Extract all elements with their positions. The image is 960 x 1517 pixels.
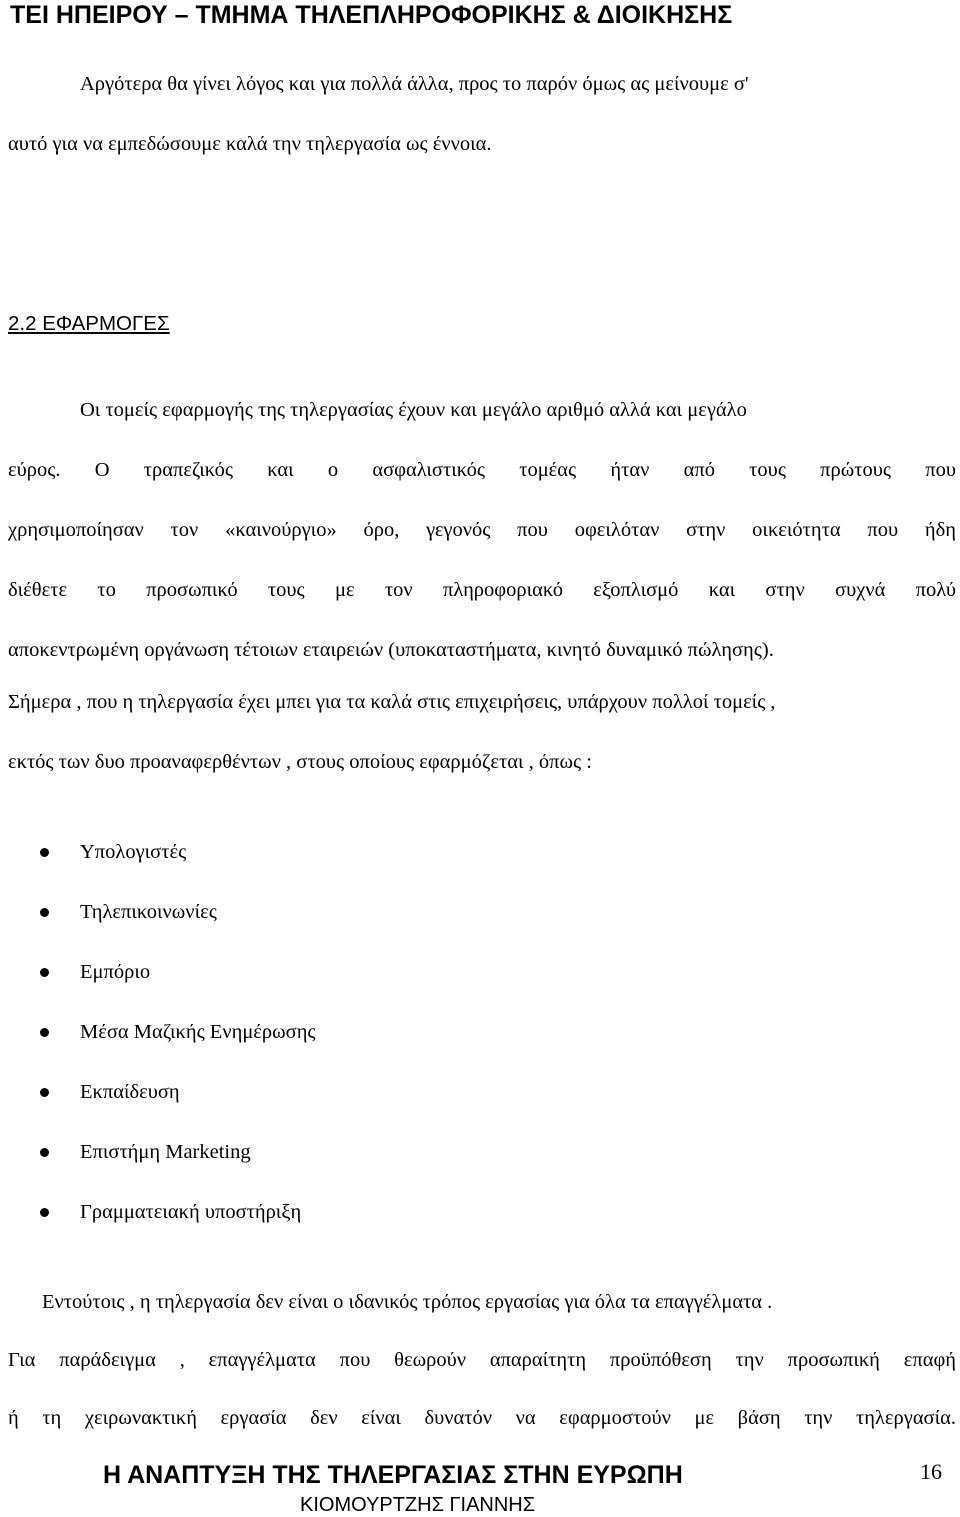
bullet-icon <box>40 968 49 977</box>
text-line: διέθετε το προσωπικό τους με τον πληροφοριακό εξοπλισμό και στην συχνά πολύ <box>8 579 956 601</box>
text-line: Για παράδειγμα , επαγγέλματα που θεωρούν απαραίτητη προϋπόθεση την προσωπική επαφή <box>8 1349 956 1371</box>
section-heading: 2.2 ΕΦΑΡΜΟΓΕΣ <box>8 312 170 335</box>
text-line: ή τη χειρωνακτική εργασία δεν είναι δυνατόν να εφαρμοστούν με βάση την τηλεργασία. <box>8 1407 956 1429</box>
text-line: χρησιμοποίησαν τον «καινούργιο» όρο, γεγονός που οφειλόταν στην οικειότητα που ήδη <box>8 519 956 541</box>
text-line: εύρος. Ο τραπεζικός και ο ασφαλιστικός τομέας ήταν από τους πρώτους που <box>8 459 956 481</box>
page-number: 16 <box>920 1459 942 1484</box>
bullet-icon <box>40 848 49 857</box>
text-line: αυτό για να εμπεδώσουμε καλά την τηλεργασία ως έννοια. <box>8 133 492 155</box>
footer-title: Η ΑΝΑΠΤΥΞΗ ΤΗΣ ΤΗΛΕΡΓΑΣΙΑΣ ΣΤΗΝ ΕΥΡΩΠΗ <box>103 1461 683 1489</box>
text-line: Οι τομείς εφαρμογής της τηλεργασίας έχουν και μεγάλο αριθμό αλλά και μεγάλο <box>80 399 747 421</box>
page-header: ΤΕΙ ΗΠΕΙΡΟΥ – ΤΜΗΜΑ ΤΗΛΕΠΛΗΡΟΦΟΡΙΚΗΣ & ΔΙΟΙΚΗΣΗΣ <box>10 1 733 29</box>
text-line: Σήμερα , που η τηλεργασία έχει μπει για τα καλά στις επιχειρήσεις, υπάρχουν πολλοί τομείς , <box>8 691 776 713</box>
list-item-label: Μέσα Μαζικής Ενημέρωσης <box>80 1021 316 1043</box>
bullet-icon <box>40 1088 49 1097</box>
list-item-label: Τηλεπικοινωνίες <box>80 901 217 923</box>
bullet-icon <box>40 1148 49 1157</box>
list-item-label: Υπολογιστές <box>80 841 187 863</box>
text-line: αποκεντρωμένη οργάνωση τέτοιων εταιρειών (υποκαταστήματα, κινητό δυναμικό πώλησης). <box>8 639 774 661</box>
text-line: Εντούτοις , η τηλεργασία δεν είναι ο ιδανικός τρόπος εργασίας για όλα τα επαγγέλματα . <box>42 1291 773 1313</box>
bullet-icon <box>40 1028 49 1037</box>
footer-author: ΚΙΟΜΟΥΡΤΖΗΣ ΓΙΑΝΝΗΣ <box>300 1494 536 1516</box>
text-line: εκτός των δυο προαναφερθέντων , στους οποίους εφαρμόζεται , όπως : <box>8 751 592 773</box>
list-item-label: Επιστήμη Marketing <box>80 1141 251 1163</box>
list-item-label: Εκπαίδευση <box>80 1081 180 1103</box>
bullet-icon <box>40 908 49 917</box>
list-item-label: Εμπόριο <box>80 961 151 983</box>
list-item-label: Γραμματειακή υποστήριξη <box>80 1201 302 1223</box>
bullet-icon <box>40 1208 49 1217</box>
text-line: Αργότερα θα γίνει λόγος και για πολλά άλλα, προς το παρόν όμως ας μείνουμε σ' <box>80 73 749 95</box>
